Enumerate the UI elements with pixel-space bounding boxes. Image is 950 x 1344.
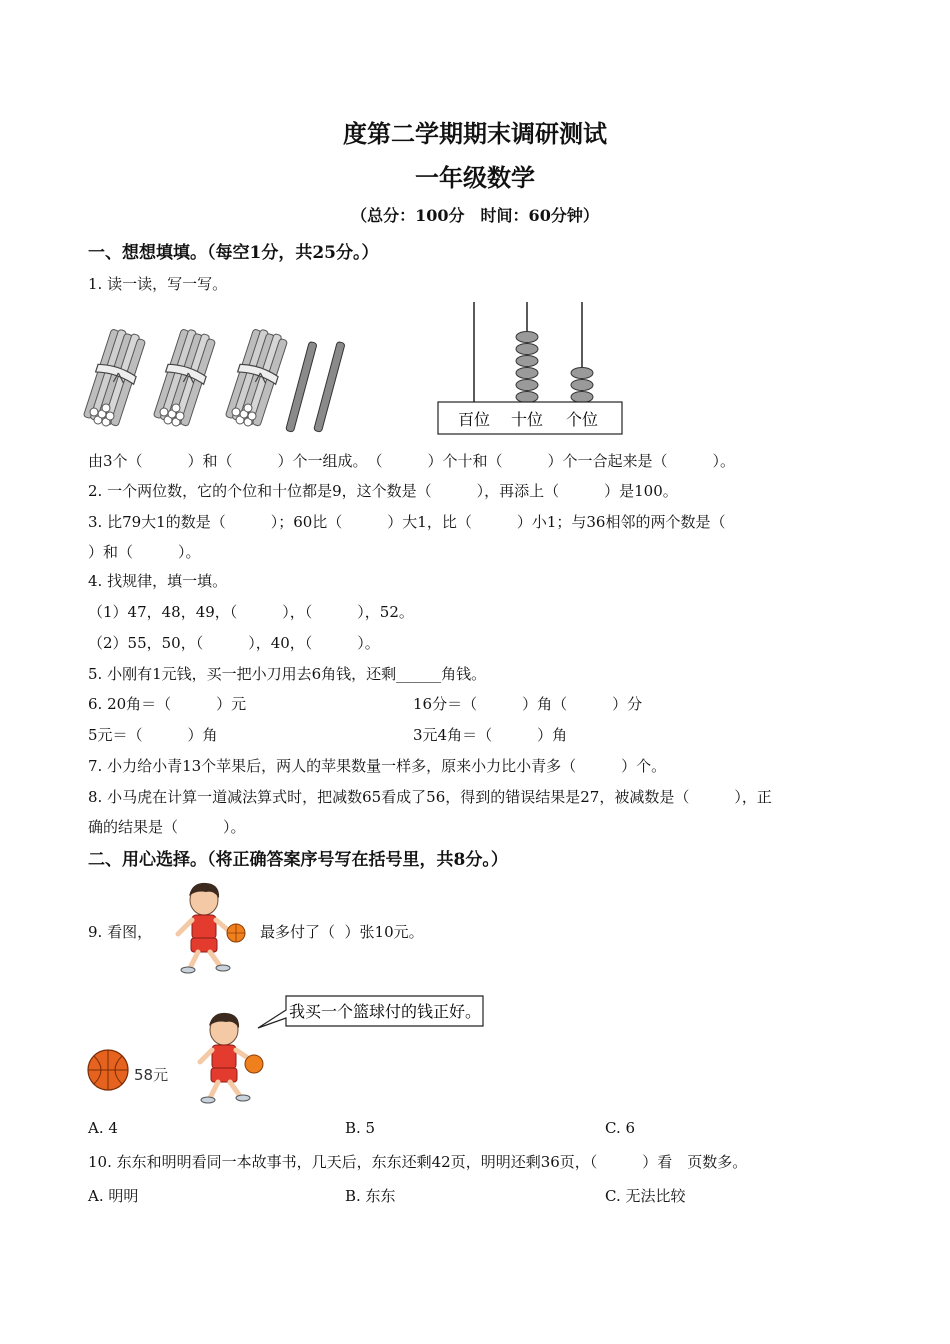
- stick-bundle: [151, 326, 218, 428]
- abacus-bead: [516, 368, 538, 379]
- abacus-bead: [571, 392, 593, 403]
- q6-b: 16分＝（ ）角（ ）分: [413, 695, 643, 713]
- q4-title: 4. 找规律，填一填。: [88, 572, 228, 590]
- q6-c: 5元＝（ ）角: [88, 726, 218, 744]
- q9-option-a: A. 4: [88, 1119, 118, 1137]
- q10-option-a: A. 明明: [88, 1187, 139, 1205]
- q1-prompt: 1. 读一读，写一写。: [88, 275, 228, 293]
- q9-option-c: C. 6: [605, 1119, 636, 1137]
- page-subtitle: 一年级数学: [415, 163, 535, 192]
- abacus-figure: [437, 300, 627, 438]
- exam-meta: （总分：100分 时间：60分钟）: [351, 206, 599, 225]
- page-title: 度第二学期期末调研测试: [343, 119, 607, 148]
- q6-d: 3元4角＝（ ）角: [413, 726, 568, 744]
- abacus-label-hundreds: 百位: [457, 410, 491, 429]
- single-stick: [314, 341, 346, 432]
- q2: 2. 一个两位数，它的个位和十位都是9，这个数是（ ），再添上（ ）是100。: [88, 482, 678, 500]
- basketball-player-2: [200, 1013, 263, 1103]
- section-2-heading: 二、用心选择。（将正确答案序号写在括号里，共8分。）: [88, 850, 508, 870]
- abacus-bead: [516, 356, 538, 367]
- basketball-price: 58元: [134, 1066, 169, 1084]
- q5: 5. 小刚有1元钱，买一把小刀用去6角钱，还剩______角钱。: [88, 665, 487, 683]
- single-stick: [286, 341, 318, 432]
- q3-line1: 3. 比79大1的数是（ ）；60比（ ）大1，比（ ）小1；与36相邻的两个数是（: [88, 513, 726, 531]
- abacus-label-tens: 十位: [510, 410, 544, 429]
- q9-option-b: B. 5: [345, 1119, 376, 1137]
- q4-part1: （1）47，48，49，（ ），（ ），52。: [88, 603, 414, 621]
- q8-line1: 8. 小马虎在计算一道减法算式时，把减数65看成了56，得到的错误结果是27，被减数是（ ），正: [88, 788, 772, 806]
- q7: 7. 小力给小青13个苹果后，两人的苹果数量一样多，原来小力比小青多（ ）个。: [88, 757, 667, 775]
- q10: 10. 东东和明明看同一本故事书，几天后，东东还剩42页，明明还剩36页，（ ）看 页数多。: [88, 1153, 748, 1171]
- stick-bundle: [223, 326, 290, 428]
- q10-option-c: C. 无法比较: [605, 1187, 686, 1205]
- basketball-player-illustration: [168, 878, 250, 974]
- q8-line2: 确的结果是（ ）。: [88, 818, 246, 836]
- abacus-bead: [516, 332, 538, 343]
- abacus-bead: [571, 380, 593, 391]
- q10-option-b: B. 东东: [345, 1187, 396, 1205]
- q9-suffix: 最多付了（ ）张10元。: [260, 923, 424, 941]
- q9-shop-illustration: [86, 988, 486, 1108]
- q6-a: 6. 20角＝（ ）元: [88, 695, 247, 713]
- abacus-label-ones: 个位: [565, 410, 599, 429]
- abacus-bead: [516, 392, 538, 403]
- abacus-bead: [516, 380, 538, 391]
- stick-bundle: [81, 326, 148, 428]
- speech-bubble-text: 我买一个篮球付的钱正好。: [289, 1002, 482, 1021]
- section-1-heading: 一、想想填填。（每空1分，共25分。）: [88, 243, 379, 263]
- abacus-bead: [516, 344, 538, 355]
- abacus-bead: [571, 368, 593, 379]
- q1-answer-line: 由3个（ ）和（ ）个一组成。 （ ）个十和（ ）个一合起来是（ ）。: [88, 452, 736, 470]
- q4-part2: （2）55，50，（ ），40，（ ）。: [88, 634, 380, 652]
- q3-line2: ）和（ ）。: [88, 543, 201, 561]
- q9-prefix: 9. 看图，: [88, 923, 153, 941]
- stick-bundles-figure: [86, 330, 356, 440]
